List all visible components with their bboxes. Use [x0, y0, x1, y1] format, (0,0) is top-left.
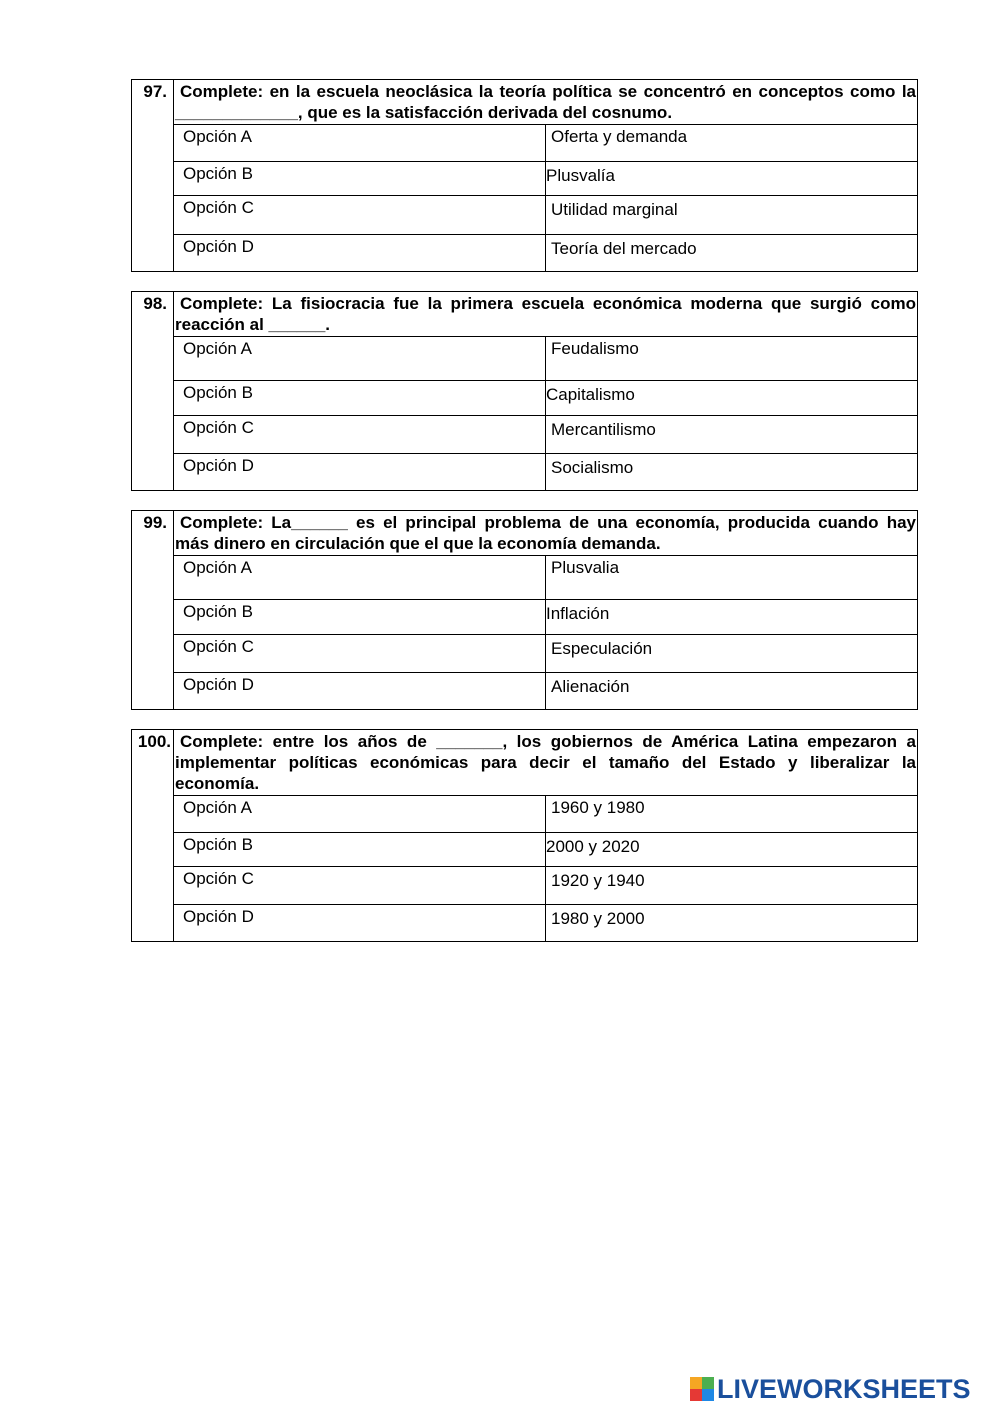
question-number: 98.: [132, 292, 174, 491]
logo-square-2: [702, 1377, 714, 1389]
option-value-b[interactable]: Capitalismo: [546, 381, 918, 416]
option-label-b: Opción B: [174, 162, 546, 196]
option-label-c: Opción C: [174, 867, 546, 905]
option-value-b[interactable]: Inflación: [546, 600, 918, 635]
logo-text: LIVEWORKSHEETS: [717, 1373, 971, 1404]
logo-square-4: [702, 1389, 714, 1401]
option-label-c: Opción C: [174, 635, 546, 673]
question-text-content: Complete: entre los años de _______, los gobiernos de América Latina empezaron a implementar políticas económicas para decir el tamaño del Estado y liberalizar la economía.: [175, 732, 916, 793]
option-value-a[interactable]: 1960 y 1980: [546, 796, 918, 833]
question-text: [174, 292, 918, 337]
question-table-98: [131, 291, 918, 491]
option-value-d[interactable]: Socialismo: [546, 454, 918, 491]
question-number: 100.: [132, 730, 174, 942]
question-number: 97.: [132, 80, 174, 272]
option-value-d[interactable]: Teoría del mercado: [546, 235, 918, 272]
option-value-a[interactable]: Plusvalia: [546, 556, 918, 600]
option-value-c[interactable]: 1920 y 1940: [546, 867, 918, 905]
question-text-content: Complete: La______ es el principal problema de una economía, producida cuando hay más dinero en circulación que el que la economía demanda.: [175, 513, 916, 553]
logo-square-3: [690, 1389, 702, 1401]
logo-square-1: [690, 1377, 702, 1389]
option-label-b: Opción B: [174, 381, 546, 416]
option-label-b: Opción B: [174, 600, 546, 635]
option-label-b: Opción B: [174, 833, 546, 867]
option-label-d: Opción D: [174, 673, 546, 710]
question-text-content: Complete: La fisiocracia fue la primera escuela económica moderna que surgió como reacción al ______.: [175, 294, 916, 334]
option-label-a: Opción A: [174, 556, 546, 600]
option-label-c: Opción C: [174, 196, 546, 235]
question-text: [174, 730, 918, 796]
liveworksheets-logo-icon: [690, 1377, 714, 1401]
question-text-content: Complete: en la escuela neoclásica la teoría política se concentró en conceptos como la _____________, que es la satisfacción derivada del cosnumo.: [175, 82, 916, 122]
option-value-c[interactable]: Mercantilismo: [546, 416, 918, 454]
option-label-a: Opción A: [174, 125, 546, 162]
question-text: [174, 80, 918, 125]
option-value-c[interactable]: Especulación: [546, 635, 918, 673]
option-label-c: Opción C: [174, 416, 546, 454]
option-label-d: Opción D: [174, 454, 546, 491]
liveworksheets-logo[interactable]: [690, 1372, 971, 1406]
question-number: 99.: [132, 511, 174, 710]
option-label-d: Opción D: [174, 235, 546, 272]
option-value-d[interactable]: 1980 y 2000: [546, 905, 918, 942]
option-value-b[interactable]: Plusvalía: [546, 162, 918, 196]
question-table-100: [131, 729, 918, 942]
question-table-97: [131, 79, 918, 272]
option-label-a: Opción A: [174, 796, 546, 833]
option-value-b[interactable]: 2000 y 2020: [546, 833, 918, 867]
option-value-a[interactable]: Oferta y demanda: [546, 125, 918, 162]
option-label-a: Opción A: [174, 337, 546, 381]
question-table-99: [131, 510, 918, 710]
question-text: [174, 511, 918, 556]
option-value-a[interactable]: Feudalismo: [546, 337, 918, 381]
option-value-d[interactable]: Alienación: [546, 673, 918, 710]
option-value-c[interactable]: Utilidad marginal: [546, 196, 918, 235]
option-label-d: Opción D: [174, 905, 546, 942]
